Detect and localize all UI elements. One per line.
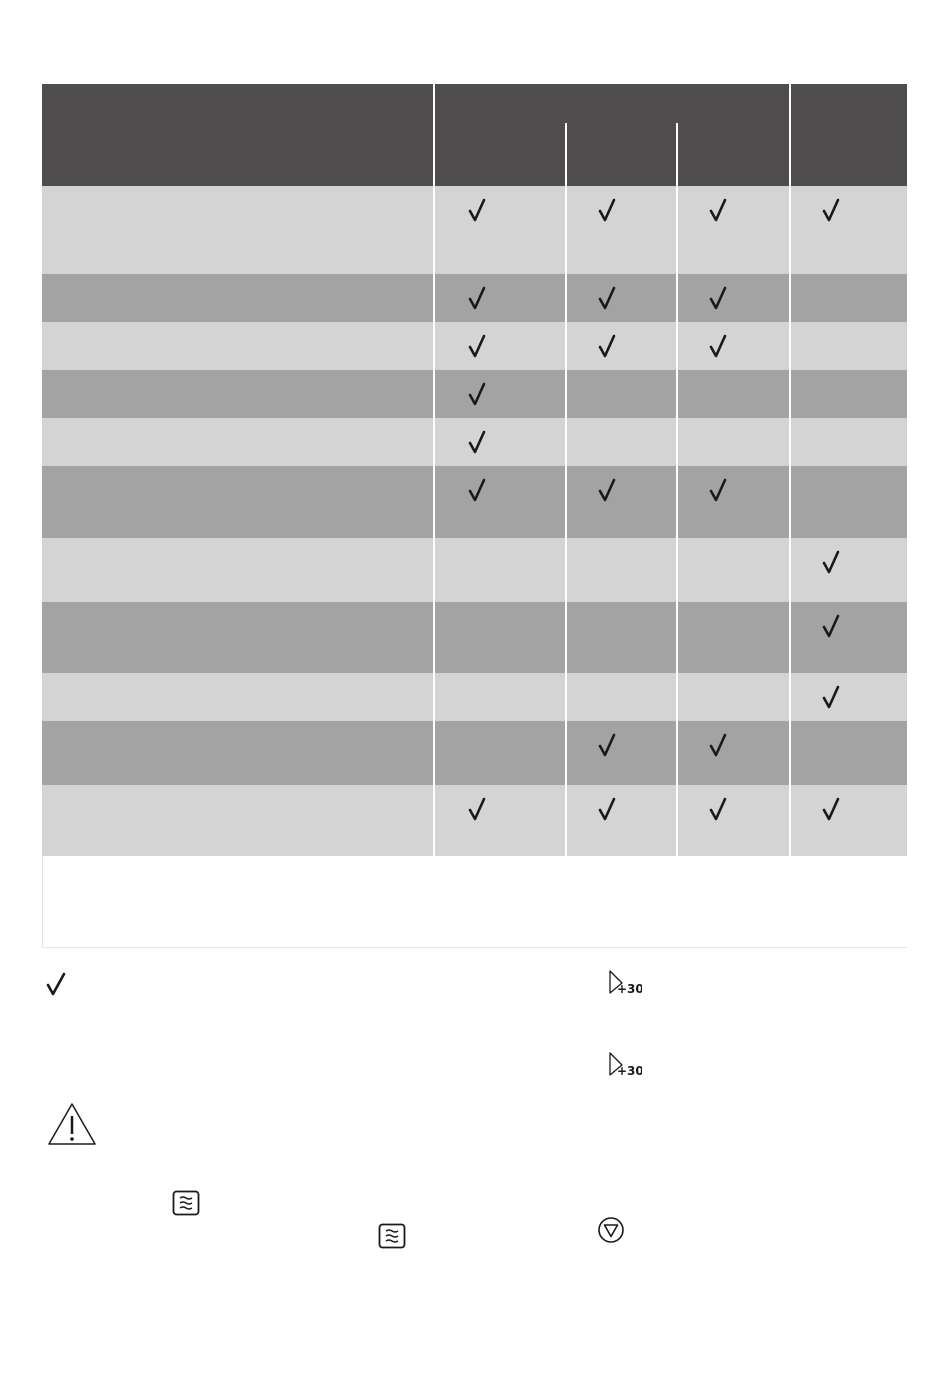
check-icon (468, 430, 484, 452)
table-row (42, 466, 907, 538)
check-icon (598, 198, 614, 220)
check-icon (468, 478, 484, 500)
check-icon (709, 334, 725, 356)
table-row (42, 538, 907, 602)
check-icon (822, 685, 838, 707)
check-icon (709, 286, 725, 308)
table-row (42, 721, 907, 785)
table-footnote-box (42, 856, 907, 948)
check-icon (822, 614, 838, 636)
check-icon (468, 382, 484, 404)
column-divider (676, 123, 678, 856)
check-icon (598, 286, 614, 308)
check-icon (468, 334, 484, 356)
svg-text:+30: +30 (617, 982, 642, 996)
warning-icon (47, 1102, 97, 1150)
check-icon (709, 797, 725, 819)
check-icon (822, 797, 838, 819)
check-icon (468, 286, 484, 308)
table-header (42, 84, 907, 186)
microwave-icon (378, 1223, 406, 1253)
check-icon (709, 733, 725, 755)
check-icon (822, 198, 838, 220)
check-icon (598, 733, 614, 755)
table-row (42, 673, 907, 721)
table-row (42, 602, 907, 673)
check-icon (468, 797, 484, 819)
svg-text:+30: +30 (617, 1064, 642, 1078)
stop-icon (597, 1216, 625, 1248)
check-icon (709, 198, 725, 220)
start-plus30-icon (608, 970, 642, 1000)
check-icon (598, 334, 614, 356)
column-divider (433, 84, 435, 856)
start-plus30-icon (608, 1052, 642, 1082)
column-divider (565, 123, 567, 856)
check-icon (468, 198, 484, 220)
check-icon (709, 478, 725, 500)
check-icon (598, 797, 614, 819)
microwave-icon (172, 1190, 200, 1220)
check-icon (822, 550, 838, 572)
legend-check-icon (46, 972, 66, 1000)
column-divider (789, 84, 791, 856)
check-icon (598, 478, 614, 500)
